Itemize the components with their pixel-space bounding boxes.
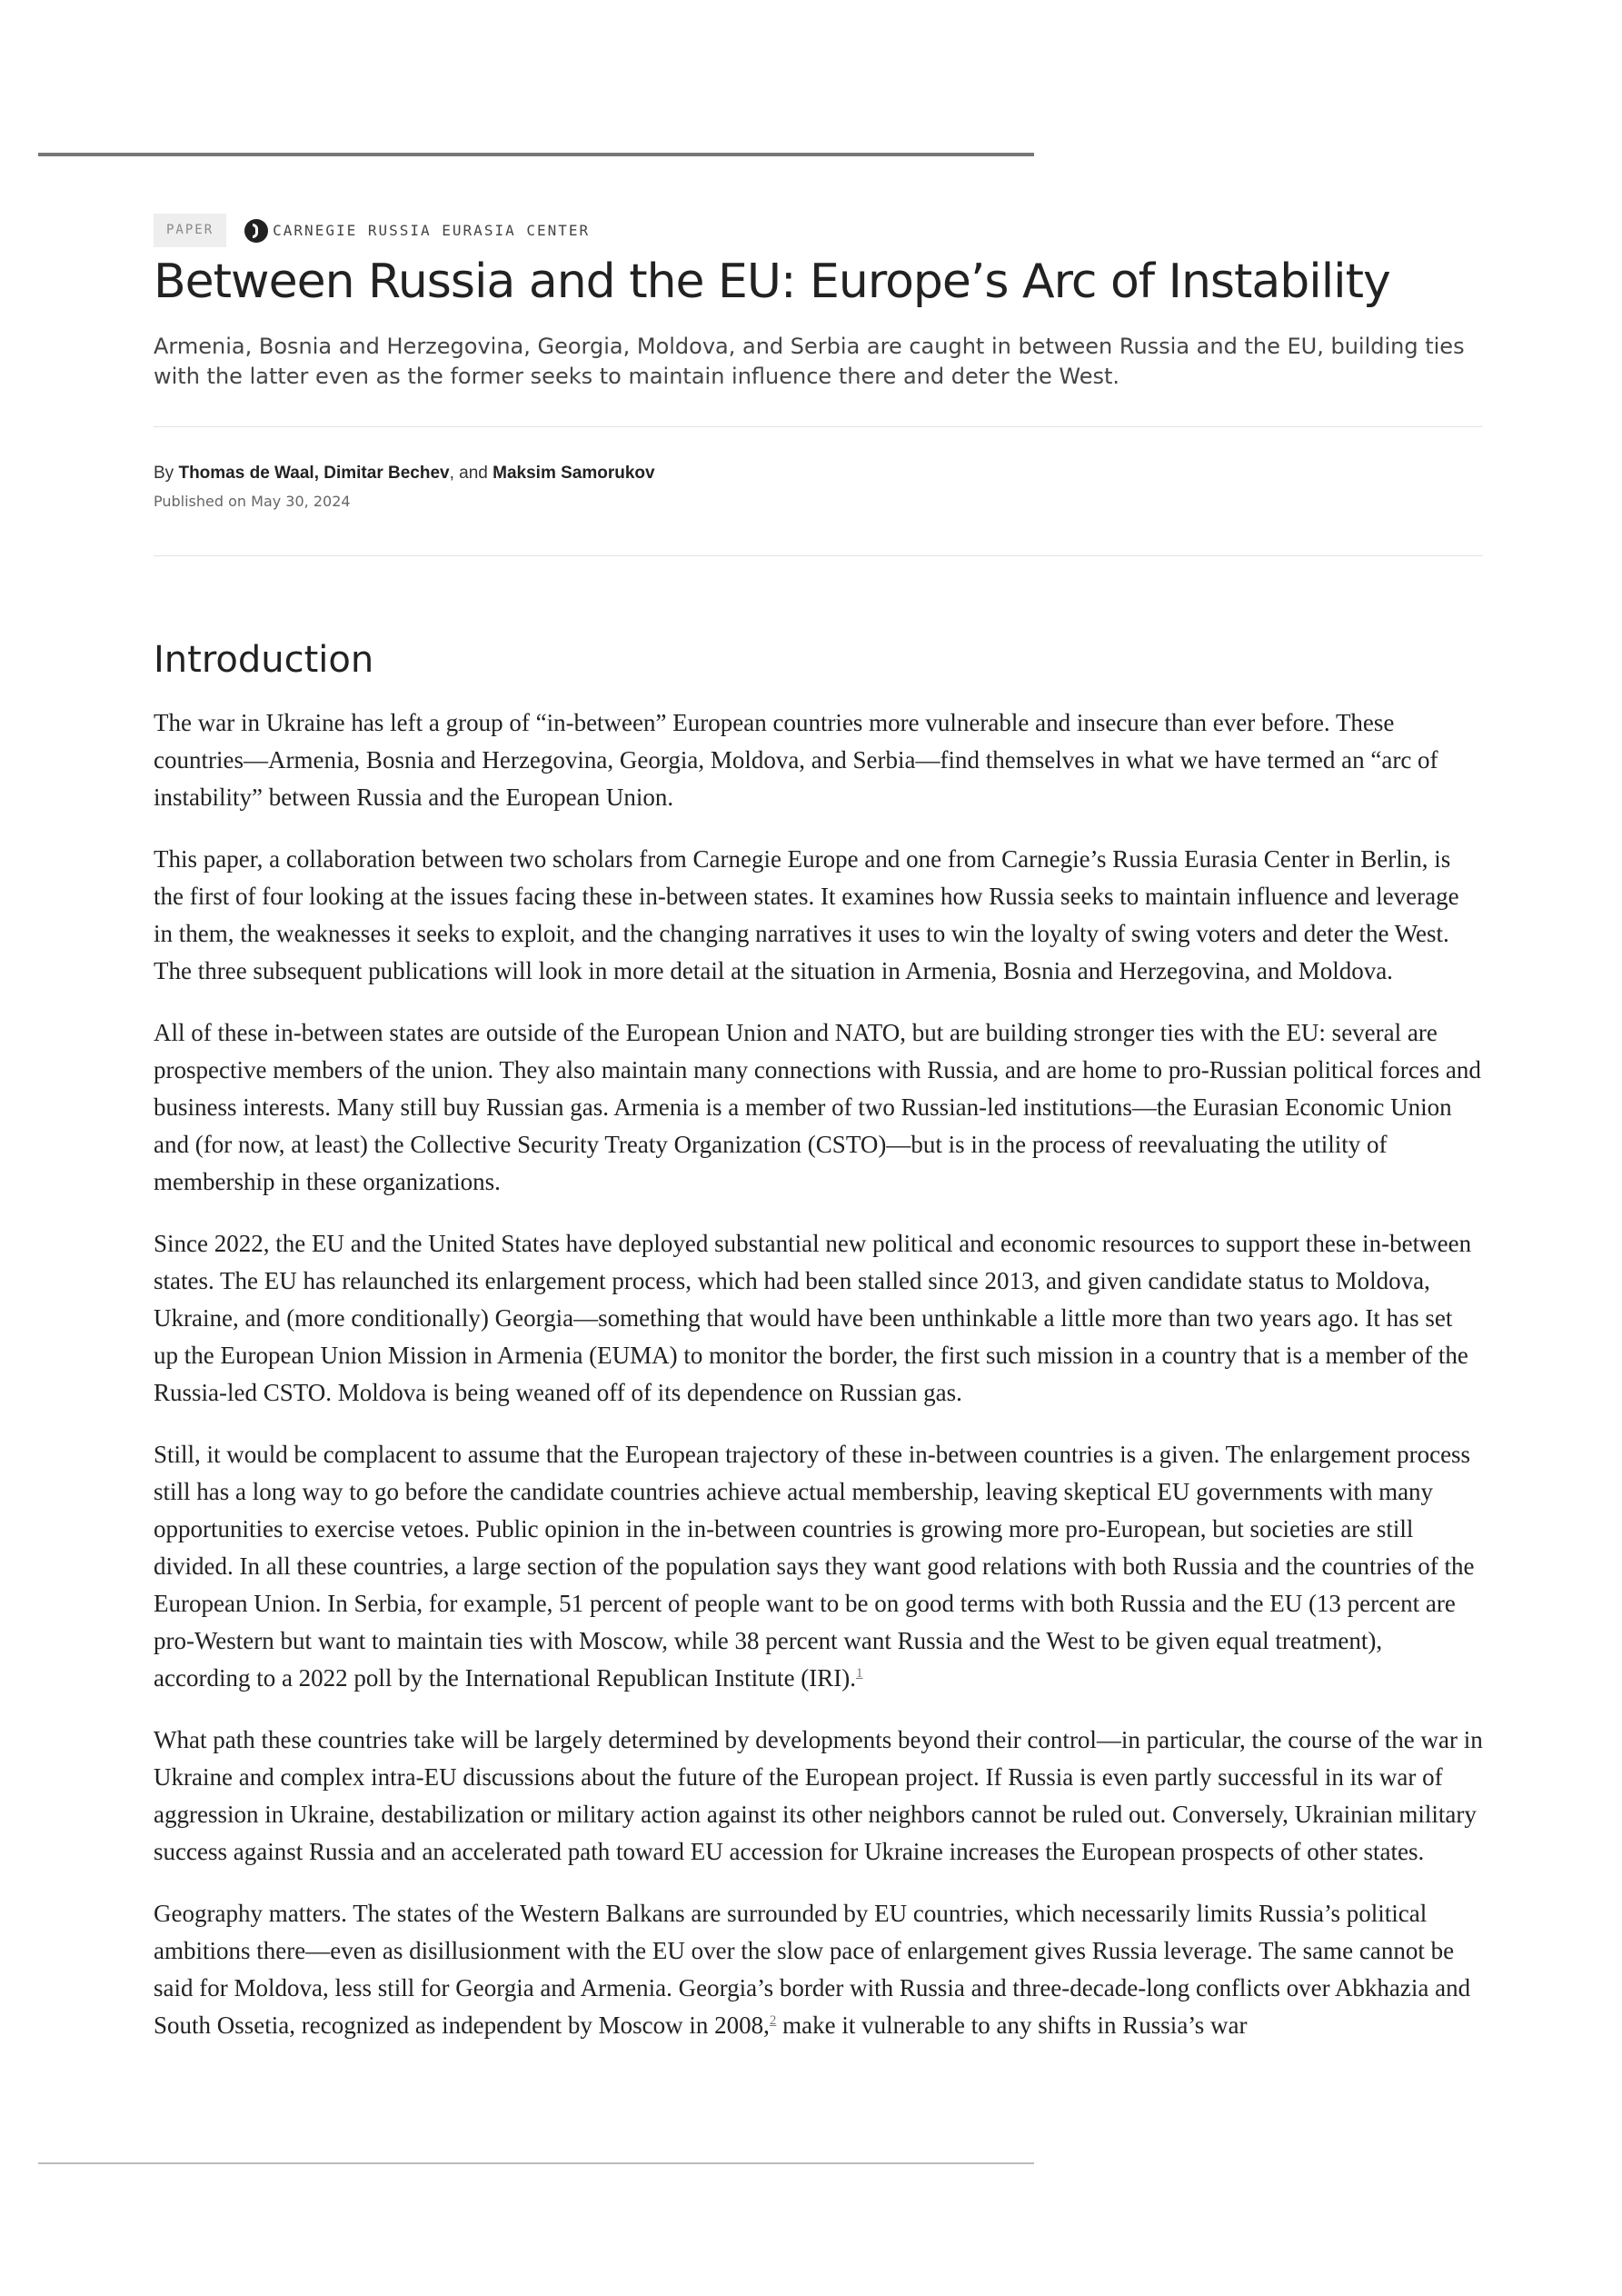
paragraph-text: Geography matters. The states of the Western Balkans are surrounded by EU countries, which necessarily limits Russia’s political ambitions there—even as disillusionment with the EU over the slow pace of enlargement gives Russia leverage. The same cannot be said for Moldova, less still for Georgia and Armenia. Georgia’s border with Russia and three-decade-long conflicts over Abkhazia and South Ossetia, recognized as independent by Moscow in 2008, xyxy=(154,1900,1471,2039)
paragraph: The war in Ukraine has left a group of “in-between” European countries more vulnerable and insecure than ever before. These countries—Armenia, Bosnia and Herzegovina, Georgia, Moldova, and Serbia—find themselves in what we have termed an “arc of instability” between Russia and the European Union. xyxy=(154,709,1438,811)
bottom-rule xyxy=(38,2162,1034,2164)
paragraph: What path these countries take will be largely determined by developments beyond their control—in particular, the course of the war in Ukraine and complex intra-EU discussions about the future of the European project. If Russia is even partly successful in its war of aggression in Ukraine, destabilization or military action against its other neighbors cannot be ruled out. Conversely, Ukrainian military success against Russia and an accelerated path toward EU accession for Ukraine increases the European prospects of other states. xyxy=(154,1726,1483,1865)
page-title: Between Russia and the EU: Europe’s Arc of Instability xyxy=(154,255,1390,309)
paragraph xyxy=(154,1895,1483,2044)
top-rule xyxy=(38,153,1034,156)
section-heading: Introduction xyxy=(154,639,374,681)
byline-by: By xyxy=(154,464,174,483)
paragraph: Since 2022, the EU and the United States have deployed substantial new political and economic resources to support these in-between states. The EU has relaunched its enlargement process, which had been stalled since 2013, and given candidate status to Moldova, Ukraine, and (more conditionally) Georgia—something that would have been unthinkable a little more than two years ago. It has set up the European Union Mission in Armenia (EUMA) to monitor the border, the first such mission in a country that is a member of the Russia-led CSTO. Moldova is being weaned off of its dependence on Russian gas. xyxy=(154,1230,1472,1406)
article-body xyxy=(154,704,1483,2069)
paragraph-text: Still, it would be complacent to assume that the European trajectory of these in-between countries is a given. The enlargement process still has a long way to go before the candidate countries achieve actual membership, leaving skeptical EU governments with many opportunities to exercise vetoes. Public opinion in the in-between countries is growing more pro-European, but societies are still divided. In all these countries, a large section of the population says they want good relations with both Russia and the countries of the European Union. In Serbia, for example, 51 percent of people want to be on good terms with both Russia and the EU (13 percent are pro-Western but want to maintain ties with Moscow, while 38 percent want Russia and the West to be given equal treatment), according to a 2022 poll by the International Republican Institute (IRI). xyxy=(154,1441,1475,1692)
center-link[interactable] xyxy=(244,219,590,243)
divider xyxy=(154,426,1483,427)
footnote-link[interactable]: 2 xyxy=(769,2013,777,2028)
author-link[interactable]: Thomas de Waal xyxy=(178,464,314,483)
paragraph: This paper, a collaboration between two scholars from Carnegie Europe and one from Carnegie’s Russia Eurasia Center in Berlin, is the first of four looking at the issues facing these in-between states. It examines how Russia seeks to maintain influence and leverage in them, the weaknesses it seeks to exploit, and the changing narratives it uses to win the loyalty of swing voters and deter the West. The three subsequent publications will look in more detail at the situation in Armenia, Bosnia and Herzegovina, and Moldova. xyxy=(154,845,1459,984)
page-subtitle: Armenia, Bosnia and Herzegovina, Georgia, Moldova, and Serbia are caught in between Russia and the EU, building ties with the latter even as the former seeks to maintain influence there and deter the West. xyxy=(154,334,1465,389)
paragraph xyxy=(154,1436,1483,1697)
author-link[interactable]: Dimitar Bechev xyxy=(323,464,450,483)
author-link[interactable]: Maksim Samorukov xyxy=(493,464,655,483)
paragraph: All of these in-between states are outside of the European Union and NATO, but are building stronger ties with the EU: several are prospective members of the union. They also maintain many connections with Russia, and are home to pro-Russian political forces and business interests. Many still buy Russian gas. Armenia is a member of two Russian-led institutions—the Eurasian Economic Union and (for now, at least) the Collective Security Treaty Organization (CSTO)—but is in the process of reevaluating the utility of membership in these organizations. xyxy=(154,1019,1481,1195)
byline-separator: , and xyxy=(449,464,488,483)
publish-date: Published on May 30, 2024 xyxy=(154,493,351,510)
content-type-tag[interactable]: PAPER xyxy=(154,214,226,247)
article-meta xyxy=(154,214,1483,247)
article xyxy=(154,214,1483,2039)
divider xyxy=(154,555,1483,556)
paragraph-text: make it vulnerable to any shifts in Russia’s war xyxy=(782,2011,1248,2039)
byline xyxy=(154,464,655,484)
byline-separator: , xyxy=(313,464,319,483)
center-name: CARNEGIE RUSSIA EURASIA CENTER xyxy=(273,222,591,239)
carnegie-logo-icon xyxy=(244,219,268,243)
footnote-link[interactable]: 1 xyxy=(856,1666,863,1681)
